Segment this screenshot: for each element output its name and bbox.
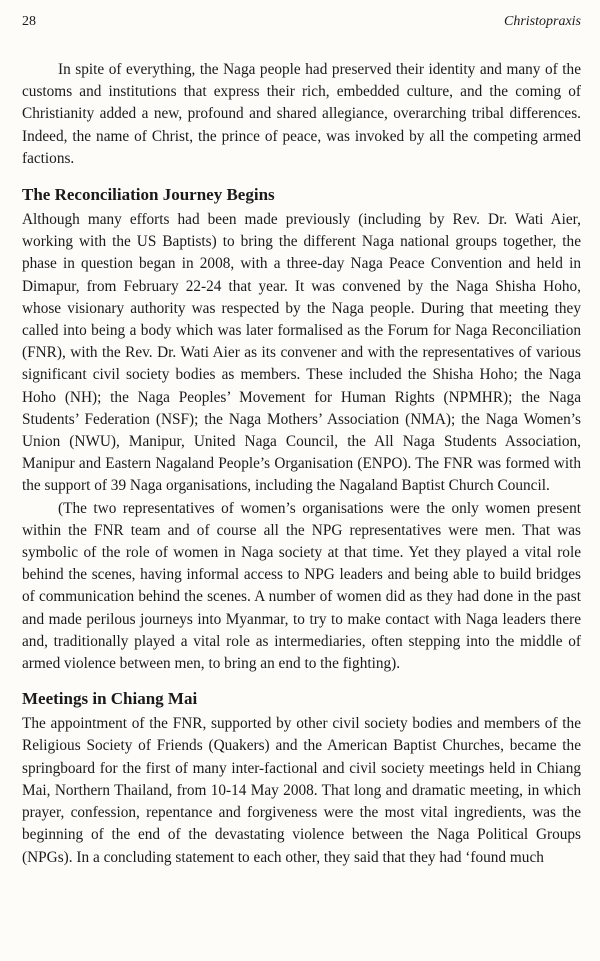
paragraph-womens-role: (The two representatives of women’s organisations were the only women present within the FNR team and of course all the NPG representatives were men. That was symbolic of the role of women in Naga society at that time. Yet they played a vital role behind the scenes, having informal access to NPG leaders and being able to build bridges of communication behind the scenes. A number of women did as they had done in the past and made perilous journeys into Myanmar, to try to make contact with Naga leaders there and, traditionally played a vital role as intermediaries, often stepping into the middle of armed violence between men, to bring an end to the fighting). xyxy=(22,499,581,673)
body-text xyxy=(22,59,581,869)
paragraph-chiang-mai-meetings: The appointment of the FNR, supported by other civil society bodies and members of the Religious Society of Friends (Quakers) and the American Baptist Churches, became the springboard for the first of many inter-factional and civil society meetings held in Chiang Mai, Northern Thailand, from 10-14 May 2008. That long and dramatic meeting, in which prayer, confession, repentance and forgiveness were the most vital ingredients, was the beginning of the end of the devastating violence between the Naga Political Groups (NPGs). In a concluding statement to each other, they said that they had ‘found much xyxy=(22,715,581,866)
section-heading-chiang-mai: Meetings in Chiang Mai xyxy=(22,689,198,709)
running-head xyxy=(22,14,581,34)
running-title: Christopraxis xyxy=(503,14,581,29)
section-heading-reconciliation: The Reconciliation Journey Begins xyxy=(22,185,275,205)
page-number: 28 xyxy=(22,14,36,29)
paragraph-fnr-formation: Although many efforts had been made previously (including by Rev. Dr. Wati Aier, working with the US Baptists) to bring the different Naga national groups together, the phase in question began in 2008, with a three-day Naga Peace Convention and held in Dimapur, from February 22-24 that year. It was convened by the Naga Shisha Hoho, whose visionary authority was respected by the Naga people. During that meeting they called into being a body which was later formalised as the Forum for Naga Reconciliation (FNR), with the Rev. Dr. Wati Aier as its convener and with the representatives of various significant civil society bodies as members. These included the Shisha Hoho; the Naga Hoho (NH); the Naga Peoples’ Movement for Human Rights (NPMHR); the Naga Students’ Federation (NSF); the Naga Mothers’ Association (NMA); the Naga Women’s Union (NWU), Manipur, United Naga Council, the All Naga Students Association, Manipur and Eastern Nagaland People’s Organisation (ENPO). The FNR was formed with the support of 39 Naga organisations, including the Nagaland Baptist Church Council. xyxy=(22,211,581,495)
paragraph-naga-identity: In spite of everything, the Naga people had preserved their identity and many of the customs and institutions that express their rich, embedded culture, and the coming of Christianity added a new, profound and shared allegiance, overarching tribal differences. Indeed, the name of Christ, the prince of peace, was invoked by all the competing armed factions. xyxy=(22,61,581,167)
book-page xyxy=(22,0,581,961)
